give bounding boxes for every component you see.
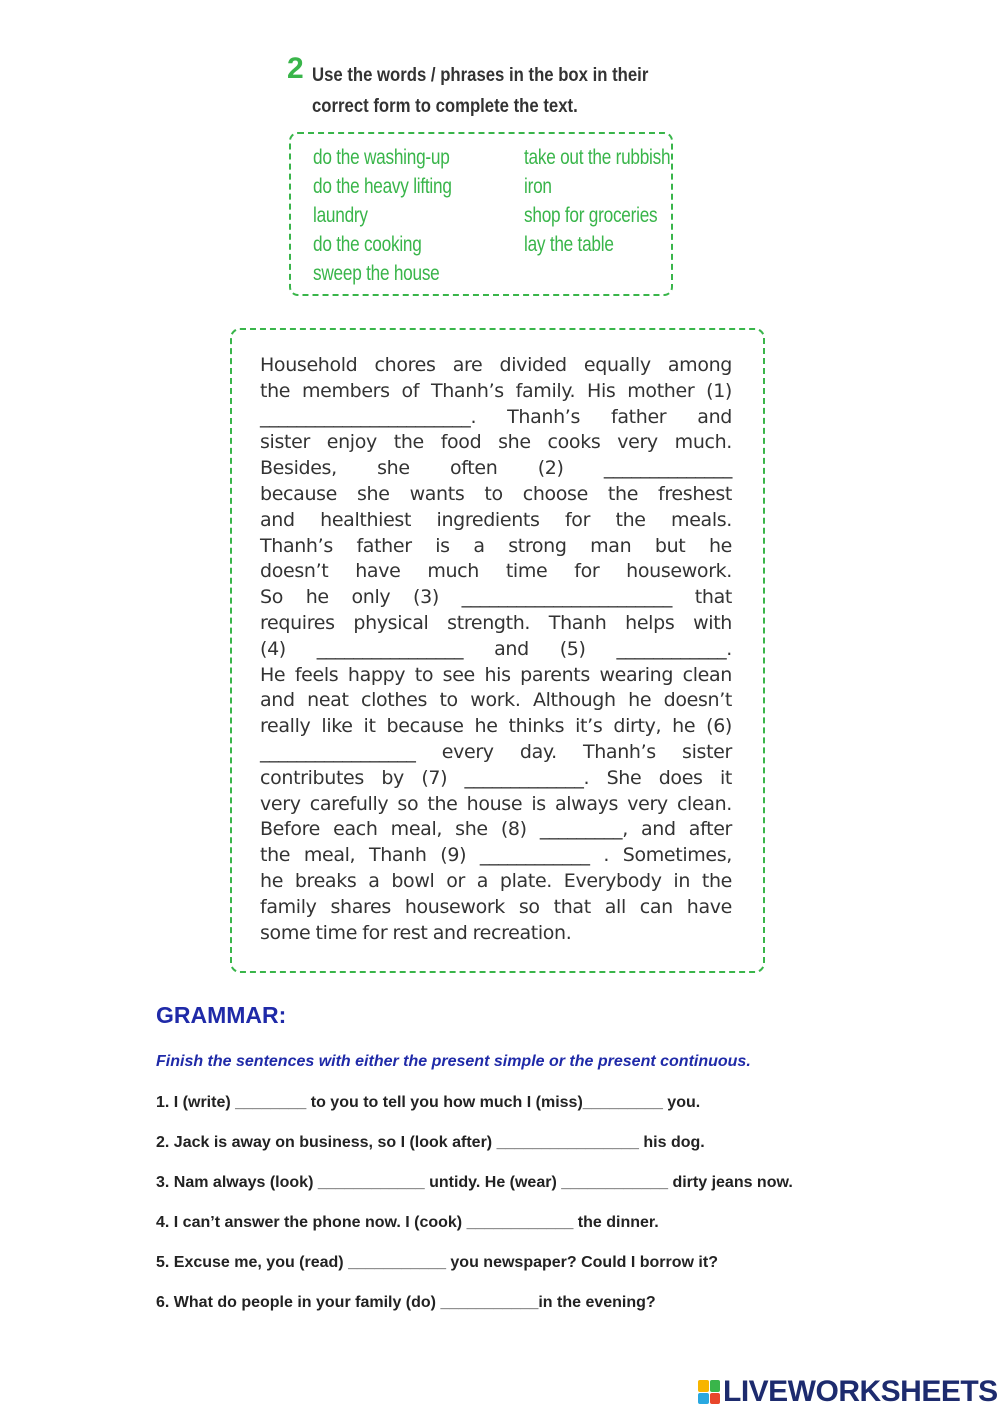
passage-line: really like it because he thinks it’s dirty, he (6) bbox=[260, 715, 732, 738]
passage-line: _________________ every day. Thanh’s sister bbox=[260, 740, 732, 763]
passage-line: _______________________. Thanh’s father and bbox=[260, 405, 732, 428]
passage-line: (4) ________________ and (5) ____________. bbox=[260, 637, 732, 660]
passage-line: and healthiest ingredients for the meals. bbox=[260, 508, 732, 531]
grammar-sentence-1: 1. I (write) ________ to you to tell you how much I (miss)_________ you. bbox=[156, 1094, 701, 1111]
passage-line: because she wants to choose the freshest bbox=[260, 482, 732, 505]
passage-line: contributes by (7) _____________. She does it bbox=[260, 766, 732, 789]
passage-line: So he only (3) _______________________ that bbox=[260, 586, 732, 609]
passage-text bbox=[260, 353, 732, 946]
word-item: shop for groceries bbox=[524, 204, 658, 227]
passage-line: Household chores are divided equally among bbox=[260, 354, 732, 376]
passage-line: some time for rest and recreation. bbox=[260, 921, 572, 944]
passage-line: family shares housework so that all can have bbox=[260, 895, 732, 918]
instruction-line-2: correct form to complete the text. bbox=[312, 96, 578, 117]
exercise-instruction bbox=[312, 60, 682, 122]
grammar-sentence-6: 6. What do people in your family (do) ___________in the evening? bbox=[156, 1294, 656, 1311]
passage-line: Before each meal, she (8) _________, and after bbox=[260, 818, 732, 841]
grammar-title: GRAMMAR: bbox=[156, 1002, 287, 1028]
liveworksheets-logo-icon bbox=[698, 1380, 720, 1404]
passage-line: the members of Thanh’s family. His mother (1) bbox=[260, 379, 732, 402]
grammar-sentences bbox=[156, 1093, 956, 1333]
passage-line: the meal, Thanh (9) ____________ . Sometimes, bbox=[260, 844, 732, 867]
exercise-number: 2 bbox=[287, 52, 304, 85]
grammar-sentence-5: 5. Excuse me, you (read) ___________ you newspaper? Could I borrow it? bbox=[156, 1254, 718, 1271]
word-list bbox=[313, 146, 671, 291]
passage-line: and neat clothes to work. Although he doesn’t bbox=[260, 689, 732, 712]
word-item: do the washing-up bbox=[313, 146, 450, 169]
word-item: do the heavy lifting bbox=[313, 175, 452, 198]
passage-line: very carefully so the house is always very clean. bbox=[260, 792, 732, 815]
passage-line: Thanh’s father is a strong man but he bbox=[260, 534, 732, 557]
word-box bbox=[289, 132, 673, 296]
grammar-sentence-3: 3. Nam always (look) ____________ untidy. He (wear) ____________ dirty jeans now. bbox=[156, 1174, 793, 1191]
watermark-text: LIVEWORKSHEETS bbox=[723, 1375, 998, 1408]
passage-line: requires physical strength. Thanh helps with bbox=[260, 611, 732, 634]
word-item: do the cooking bbox=[313, 233, 422, 256]
instruction-line-1: Use the words / phrases in the box in their bbox=[312, 65, 649, 86]
liveworksheets-watermark bbox=[698, 1374, 998, 1410]
word-item: iron bbox=[524, 175, 552, 198]
passage-line: He feels happy to see his parents wearing clean bbox=[260, 663, 732, 686]
word-item: lay the table bbox=[524, 233, 614, 256]
grammar-sentence-2: 2. Jack is away on business, so I (look after) ________________ his dog. bbox=[156, 1134, 705, 1151]
grammar-instruction: Finish the sentences with either the present simple or the present continuous. bbox=[156, 1053, 751, 1070]
passage-line: sister enjoy the food she cooks very much. bbox=[260, 431, 732, 454]
word-item: sweep the house bbox=[313, 262, 440, 285]
word-item: take out the rubbish bbox=[524, 146, 671, 169]
passage-line: he breaks a bowl or a plate. Everybody in the bbox=[260, 869, 732, 892]
word-item: laundry bbox=[313, 204, 368, 227]
passage-line: Besides, she often (2) ______________ bbox=[260, 457, 732, 480]
passage-line: doesn’t have much time for housework. bbox=[260, 560, 732, 583]
grammar-sentence-4: 4. I can’t answer the phone now. I (cook) ____________ the dinner. bbox=[156, 1214, 659, 1231]
